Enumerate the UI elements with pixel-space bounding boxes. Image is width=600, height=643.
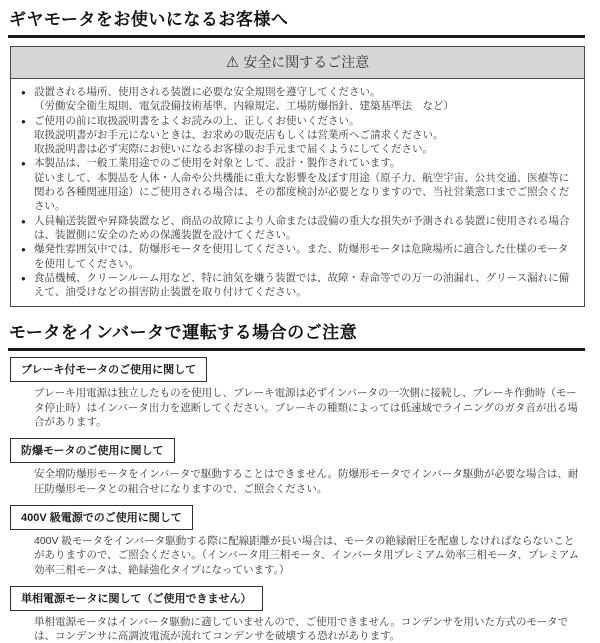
warning-triangle-icon: ⚠ <box>225 54 240 71</box>
page-title: ギヤモータをお使いになるお客様へ <box>8 3 585 38</box>
notice-line: 食品機械、クリーンルーム用など、特に油気を嫌う装置では、故障・寿命等での万一の油漏れ、グリース漏れに備えて、油受けなどの損害防止装置を取り付けてください。 <box>34 271 570 299</box>
safety-notice-item <box>21 242 576 271</box>
inverter-section-brake-motor <box>8 351 592 429</box>
notice-line: ご使用の前に取扱説明書をよくお読みの上、正しくお使いください。 <box>34 114 360 127</box>
safety-notice-item <box>21 214 576 243</box>
notice-line: 取扱説明書がお手元にないときは、お求めの販売店もしくは営業所へご請求ください。 <box>34 128 444 141</box>
safety-notice-text <box>34 242 576 271</box>
inverter-section-single-phase-motor <box>8 580 592 643</box>
safety-notice-item <box>21 85 576 114</box>
notice-line: （労働安全衛生規則、電気設備技術基準、内線規定、工場防爆指針、建築基準法 など） <box>34 100 454 113</box>
notice-line: 設置される場所、使用される装置に必要な安全規則を遵守してください。 <box>34 86 381 98</box>
notice-line: 取扱説明書は必ず実際にお使いになるお客様のお手元まで届くようにしてください。 <box>34 143 433 156</box>
safety-notice-box <box>10 46 585 307</box>
safety-notice-item <box>21 114 576 157</box>
section-body-brake-motor: ブレーキ用電源は独立したものを使用し、ブレーキ電源は必ずインバータの一次側に接続し、ブレーキ作動時（モータ停止時）はインバータ出力を遮断してください。ブレーキの種類によっては低速域でライニングのガタ音が出る場合があります。 <box>34 387 578 429</box>
section-label-400v-power: 400V 級電源でのご使用に関して <box>10 505 193 530</box>
safety-notice-text <box>34 85 576 114</box>
bullet-icon: ● <box>21 273 26 283</box>
section-label-single-phase-motor: 単相電源モータに関して（ご使用できません） <box>10 586 263 611</box>
safety-notice-text <box>34 271 576 300</box>
bullet-icon: ● <box>21 116 26 126</box>
safety-notice-item <box>21 156 576 213</box>
inverter-section-title: モータをインバータで運転する場合のご注意 <box>8 316 585 351</box>
inverter-section-400v-power <box>8 499 592 577</box>
safety-notice-item <box>21 271 576 300</box>
bullet-icon: ● <box>21 159 26 169</box>
notice-line: 人員輸送装置や昇降装置など、商品の故障により人命または設備の重大な損失が予測される装置に使用される場合は、装置側に安全のための保護装置を設けてください。 <box>34 214 570 241</box>
safety-notice-header <box>11 47 584 79</box>
notice-line: 爆発性雰囲気中では、防爆形モータを使用してください。また、防爆形モータは危険場所に適合した仕様のモータを使用してください。 <box>34 243 569 270</box>
bullet-icon: ● <box>21 245 26 255</box>
bullet-icon: ● <box>21 88 26 97</box>
section-body-400v-power: 400V 級モータをインバータ駆動する際に配線距離が長い場合は、モータの絶縁耐圧を配慮しなければならないことがありますので、ご照会ください。（インバータ用三相モータ、インバータ用プレミアム効率三相モータ、プレミアム効率三相モータは、絶縁強化タイプになっています。） <box>34 534 580 576</box>
section-body-single-phase-motor: 単相電源モータはインバータ駆動に適していませんので、ご使用できません。コンデンサを用いた方式のモータでは、コンデンサに高調波電流が流れてコンデンサを破壊する恐れがあります。 <box>34 615 569 643</box>
safety-notice-list <box>11 79 584 306</box>
safety-notice-text <box>34 156 576 213</box>
bullet-icon: ● <box>21 216 26 226</box>
inverter-section-explosion-proof-motor <box>8 432 592 496</box>
section-body-explosion-proof-motor: 安全増防爆形モータをインバータで駆動することはできません。防爆形モータでインバータ駆動が必要な場合は、耐圧防爆形モータとの組合せになりますので、ご照会ください。 <box>34 468 579 495</box>
notice-line: 従いまして、本製品を人体・人命や公共機能に重大な影響を及ぼす用途（原子力、航空宇宙、公共交通、医療等に関わる各種関連用途）にご使用される場合は、その都度検討が必要となりますので、当社営業窓口までご照会ください。 <box>34 171 570 213</box>
section-label-brake-motor: ブレーキ付モータのご使用に関して <box>10 357 207 382</box>
safety-notice-header-label: 安全に関するご注意 <box>243 54 370 70</box>
safety-notice-text <box>34 114 576 157</box>
safety-notice-text <box>34 214 576 243</box>
section-label-explosion-proof-motor: 防爆モータのご使用に関して <box>10 438 175 463</box>
notice-line: 本製品は、一般工業用途でのご使用を対象として、設計・製作されています。 <box>34 157 401 170</box>
